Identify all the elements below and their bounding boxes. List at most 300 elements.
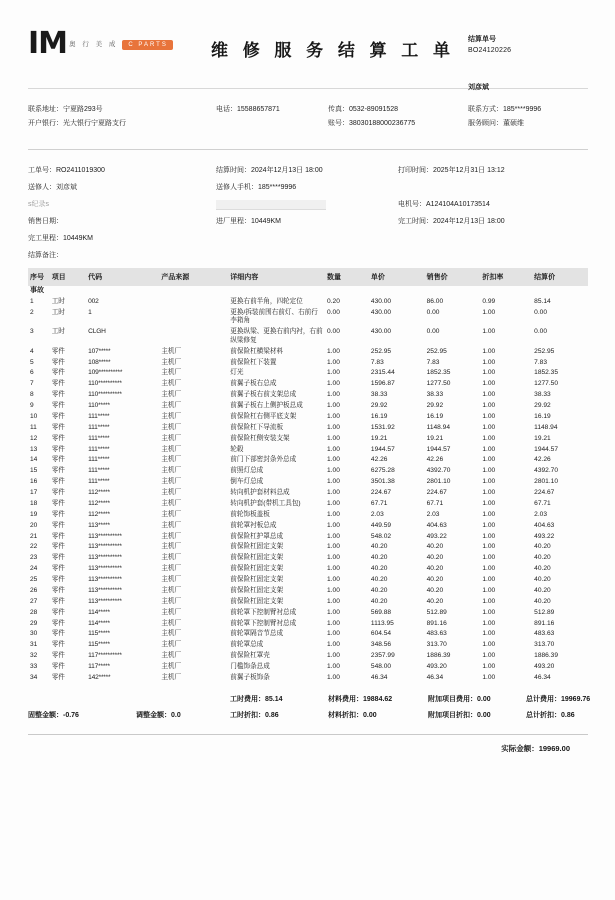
row-qty: 0.00 <box>327 328 340 336</box>
row-settlement: 1277.50 <box>534 380 559 388</box>
settle-time-label: 结算时间 <box>216 167 244 174</box>
table-row <box>28 499 588 510</box>
settle-note-field: 结算备注： <box>28 252 63 259</box>
row-qty: 1.00 <box>327 554 340 562</box>
row-discount: 0.99 <box>482 298 496 306</box>
row-source: 主机厂 <box>161 391 182 399</box>
row-discount: 1.00 <box>482 663 496 671</box>
labor-fee-field: 工时费用：85.14 <box>230 695 283 703</box>
row-code: 002 <box>88 298 99 306</box>
row-sale: 86.00 <box>426 298 444 306</box>
row-item: 零件 <box>51 445 65 453</box>
material-discount-label: 材料折扣 <box>328 711 356 719</box>
row-no: 30 <box>30 630 38 638</box>
table-row <box>28 662 588 673</box>
table-row <box>28 575 588 586</box>
row-item: 零件 <box>51 489 65 497</box>
row-detail: 转向机护套(带机工具包) <box>230 499 301 507</box>
row-no: 17 <box>30 489 38 497</box>
row-sale: 313.70 <box>426 641 447 649</box>
row-item: 零件 <box>51 358 65 366</box>
row-settlement: 252.95 <box>534 347 555 355</box>
row-sale: 40.20 <box>426 586 444 594</box>
row-no: 32 <box>30 652 38 660</box>
row-settlement: 29.92 <box>534 402 551 410</box>
document-header <box>28 26 588 78</box>
grand-discount-field: 总计折扣：0.86 <box>526 711 575 719</box>
row-item: 零件 <box>51 478 65 486</box>
logo-text-block <box>69 30 173 51</box>
row-code: 117***** <box>88 663 110 671</box>
row-price: 67.71 <box>370 499 388 507</box>
table-body <box>28 286 588 684</box>
row-source: 主机厂 <box>161 532 182 540</box>
row-sale: 4392.70 <box>426 467 451 475</box>
row-qty: 1.00 <box>327 402 340 410</box>
row-discount: 1.00 <box>482 347 496 355</box>
row-item: 零件 <box>51 391 65 399</box>
actual-amount-value: 19969.00 <box>538 743 570 753</box>
row-source: 主机厂 <box>161 663 182 671</box>
row-code: 111***** <box>88 434 110 442</box>
row-qty: 1.00 <box>327 391 340 399</box>
material-discount-field: 材料折扣：0.00 <box>328 711 377 719</box>
row-qty: 1.00 <box>327 380 340 388</box>
row-code: 1 <box>88 308 92 316</box>
row-sale: 40.20 <box>426 576 444 584</box>
row-item: 零件 <box>51 467 65 475</box>
row-sale: 1148.94 <box>426 423 450 431</box>
row-no: 28 <box>30 608 38 616</box>
row-price: 38.33 <box>370 391 388 399</box>
row-code: 113********** <box>88 597 122 605</box>
row-item: 零件 <box>51 510 65 518</box>
row-discount: 1.00 <box>482 328 496 336</box>
row-no: 19 <box>30 510 38 518</box>
row-source: 主机厂 <box>161 499 182 507</box>
row-discount: 1.00 <box>482 510 496 518</box>
row-source: 主机厂 <box>161 608 182 616</box>
row-settlement: 40.20 <box>534 597 551 605</box>
row-item: 零件 <box>51 630 65 638</box>
settlement-number-value: BO24120226 <box>468 47 512 54</box>
row-price: 569.88 <box>370 608 392 616</box>
row-detail: 前轮罩总成 <box>230 641 264 649</box>
row-price: 40.20 <box>370 576 388 584</box>
row-sale: 483.63 <box>426 630 447 638</box>
labor-fee-value: 85.14 <box>265 695 283 703</box>
table-row <box>28 466 588 477</box>
row-no: 24 <box>30 565 38 573</box>
row-discount: 1.00 <box>482 576 496 584</box>
row-detail: 更换纵梁、更换右前内衬，右前纵梁修复 <box>230 328 323 344</box>
row-qty: 1.00 <box>327 423 340 431</box>
row-item: 零件 <box>51 521 65 529</box>
row-qty: 0.00 <box>327 308 340 316</box>
row-item: 零件 <box>51 456 65 464</box>
header-divider <box>28 88 588 89</box>
row-qty: 1.00 <box>327 532 340 540</box>
row-qty: 1.00 <box>327 478 340 486</box>
actual-amount-field: 实际金额：19969.00 <box>501 743 570 753</box>
table-row <box>28 297 588 308</box>
row-code: 107***** <box>88 347 111 355</box>
row-price: 430.00 <box>370 308 392 316</box>
row-qty: 1.00 <box>327 467 340 475</box>
row-code: 112***** <box>88 499 110 507</box>
row-discount: 1.00 <box>482 641 496 649</box>
row-source: 主机厂 <box>161 576 182 584</box>
row-code: 111***** <box>88 456 110 464</box>
addon-fee-field: 附加项目费用：0.00 <box>428 695 491 703</box>
row-item: 零件 <box>51 434 65 442</box>
table-row <box>28 629 588 640</box>
row-source <box>159 327 228 346</box>
contact-phone-value: 15588657871 <box>237 106 280 113</box>
table-row <box>28 564 588 575</box>
sender-field: 送修人：刘彦斌 <box>28 184 77 191</box>
row-sale: 67.71 <box>426 499 444 507</box>
row-discount: 1.00 <box>482 358 496 366</box>
row-price: 16.19 <box>370 412 388 420</box>
table-row <box>28 673 588 684</box>
grand-discount-label: 总计折扣 <box>526 711 554 719</box>
row-no: 4 <box>30 347 34 355</box>
contact-address-value: 宁夏路293号 <box>63 106 103 113</box>
actual-amount-label: 实际金额 <box>501 743 532 753</box>
row-source: 主机厂 <box>161 543 182 551</box>
row-qty: 1.00 <box>327 412 340 420</box>
table-row <box>28 597 588 608</box>
row-discount: 1.00 <box>482 619 496 627</box>
sender-phone-label: 送修人手机 <box>216 184 251 191</box>
contact-method: 联系方式：185****9996 <box>468 106 542 113</box>
addon-fee-label: 附加项目费用 <box>428 695 470 703</box>
row-settlement: 46.34 <box>534 673 551 681</box>
finish-mileage-value: 10449KM <box>63 235 93 242</box>
row-code: 110***** <box>88 402 110 410</box>
row-detail: 前轮罩衬板总成 <box>230 521 277 529</box>
row-item: 零件 <box>51 576 65 584</box>
row-code: 113********** <box>88 565 122 573</box>
row-no: 33 <box>30 663 38 671</box>
row-no: 34 <box>30 673 38 681</box>
row-discount: 1.00 <box>482 467 496 475</box>
row-source: 主机厂 <box>161 565 182 573</box>
logo-chinese-text: 奥 行 美 成 <box>69 41 118 48</box>
row-item: 零件 <box>51 369 65 377</box>
line-items-table <box>28 268 588 684</box>
finish-time-field: 完工时间：2024年12月13日 18:00 <box>398 218 505 225</box>
service-advisor-value: 董硕维 <box>503 120 524 127</box>
row-qty: 1.00 <box>327 456 340 464</box>
row-settlement: 493.22 <box>534 532 555 540</box>
row-code: 113********** <box>88 543 122 551</box>
row-code: 109********** <box>88 369 123 377</box>
column-header-sale: 销售价 <box>425 268 481 286</box>
row-price: 40.20 <box>370 597 388 605</box>
row-no: 25 <box>30 576 38 584</box>
adjust-amount-label: 固整金额 <box>28 711 56 719</box>
row-discount: 1.00 <box>482 652 496 660</box>
totals-divider <box>28 734 588 735</box>
row-settlement: 0.00 <box>534 308 548 316</box>
adjust-amount-value: -0.76 <box>63 711 79 719</box>
row-discount: 1.00 <box>482 673 496 681</box>
row-detail: 前保险杠固定支架 <box>230 565 284 573</box>
row-source: 主机厂 <box>161 347 182 355</box>
row-discount: 1.00 <box>482 630 496 638</box>
row-discount: 1.00 <box>482 308 496 316</box>
row-qty: 1.00 <box>327 673 340 681</box>
row-price: 40.20 <box>370 586 388 594</box>
row-qty: 1.00 <box>327 630 340 638</box>
row-price: 40.20 <box>370 543 388 551</box>
row-detail: 前保险杠罩壳 <box>230 652 270 660</box>
addon-fee-value: 0.00 <box>477 695 491 703</box>
row-code: 111***** <box>88 478 110 486</box>
table-row <box>28 357 588 368</box>
row-detail: 前翼子板饰条 <box>230 673 270 681</box>
contact-account-label: 账号 <box>328 120 342 127</box>
row-source: 主机厂 <box>161 641 182 649</box>
table-row <box>28 542 588 553</box>
table-row <box>28 455 588 466</box>
row-discount: 1.00 <box>482 608 496 616</box>
row-code: 113***** <box>88 521 110 529</box>
row-item: 零件 <box>51 554 65 562</box>
table-row <box>28 586 588 597</box>
row-no: 31 <box>30 641 38 649</box>
adjust-amount2-label: 调整金额 <box>136 711 164 719</box>
row-settlement: 19.21 <box>534 434 551 442</box>
row-discount: 1.00 <box>482 565 496 573</box>
row-discount: 1.00 <box>482 489 496 497</box>
row-qty: 1.00 <box>327 652 340 660</box>
row-source: 主机厂 <box>161 380 182 388</box>
row-settlement: 1852.35 <box>534 369 559 377</box>
row-price: 40.20 <box>370 565 388 573</box>
row-source: 主机厂 <box>161 423 182 431</box>
row-sale: 40.20 <box>426 565 444 573</box>
row-qty: 0.20 <box>327 298 340 306</box>
sales-date-label: 销售日期 <box>28 218 56 225</box>
row-code: 111***** <box>88 445 110 453</box>
row-settlement: 16.19 <box>534 412 551 420</box>
row-settlement: 42.26 <box>534 456 551 464</box>
labor-fee-label: 工时费用 <box>230 695 258 703</box>
contact-fax: 传真：0532-89091528 <box>328 106 399 113</box>
row-code: 112***** <box>88 510 110 518</box>
table-row <box>28 618 588 629</box>
settlement-number-label: 结算单号 <box>468 36 496 43</box>
table-header <box>28 268 588 286</box>
row-item: 零件 <box>51 641 65 649</box>
row-discount: 1.00 <box>482 445 496 453</box>
row-sale: 1852.35 <box>426 369 451 377</box>
row-settlement: 67.71 <box>534 499 551 507</box>
table-row <box>28 477 588 488</box>
row-sale: 16.19 <box>426 412 444 420</box>
row-item: 零件 <box>51 412 65 420</box>
row-no: 3 <box>30 328 34 336</box>
row-no: 27 <box>30 597 38 605</box>
row-settlement: 85.14 <box>534 298 551 306</box>
row-discount: 1.00 <box>482 402 496 410</box>
row-qty: 1.00 <box>327 489 340 497</box>
addon-discount-label: 附加项目折扣 <box>428 711 470 719</box>
row-qty: 1.00 <box>327 641 340 649</box>
row-settlement: 313.70 <box>534 641 555 649</box>
row-code: 111***** <box>88 412 110 420</box>
row-sale: 38.33 <box>426 391 444 399</box>
row-detail: 前保险杠固定支架 <box>230 554 284 562</box>
row-discount: 1.00 <box>482 391 496 399</box>
row-item: 零件 <box>51 423 65 431</box>
row-price: 348.56 <box>370 641 392 649</box>
line-items-table-wrapper <box>28 268 588 684</box>
row-price: 430.00 <box>370 328 392 336</box>
contact-bank-value: 光大银行宁夏路支行 <box>63 120 126 127</box>
row-settlement: 0.00 <box>534 328 548 336</box>
row-qty: 1.00 <box>327 576 340 584</box>
row-item: 零件 <box>51 619 65 627</box>
engine-number-field: 电机号：A124104A10173514 <box>398 201 490 208</box>
row-detail: 倒车灯总成 <box>230 478 264 486</box>
row-no: 9 <box>30 402 34 410</box>
row-discount: 1.00 <box>482 380 496 388</box>
row-source: 主机厂 <box>161 597 182 605</box>
row-qty: 1.00 <box>327 445 340 453</box>
contact-fax-value: 0532-89091528 <box>349 106 399 113</box>
grand-fee-field: 总计费用：19969.76 <box>526 695 591 703</box>
contact-phone: 电话：15588657871 <box>216 106 280 113</box>
row-qty: 1.00 <box>327 586 340 594</box>
table-row <box>28 608 588 619</box>
table-row <box>28 553 588 564</box>
row-detail: 前翼子板右上侧护板总成 <box>230 402 303 410</box>
column-header-no: 序号 <box>28 268 50 286</box>
row-source: 主机厂 <box>161 434 182 442</box>
row-price: 2.03 <box>370 510 384 518</box>
table-row <box>28 640 588 651</box>
adjust-amount-field: 固整金额：-0.76 <box>28 711 79 719</box>
table-row <box>28 390 588 401</box>
labor-discount-value: 0.86 <box>265 711 279 719</box>
print-time-value: 2025年12月31日 13:12 <box>433 167 505 174</box>
row-discount: 1.00 <box>482 369 496 377</box>
row-price: 1944.57 <box>370 445 395 453</box>
column-header-price: 单价 <box>369 268 425 286</box>
row-item: 零件 <box>51 402 65 410</box>
row-sale: 40.20 <box>426 543 444 551</box>
row-detail: 前轮罩下控制臂衬总成 <box>230 608 297 616</box>
row-item: 零件 <box>51 597 65 605</box>
row-sale: 46.34 <box>426 673 444 681</box>
row-detail: 更换/拆装前围右前灯、右前行李箱角 <box>230 308 318 325</box>
row-no: 7 <box>30 380 34 388</box>
table-row <box>28 423 588 434</box>
row-no: 13 <box>30 445 38 453</box>
row-detail: 更换右前半角，四轮定位 <box>230 298 303 306</box>
finish-mileage-field: 完工里程：10449KM <box>28 235 93 242</box>
row-no: 2 <box>30 308 34 316</box>
row-item: 零件 <box>51 608 65 616</box>
row-qty: 1.00 <box>327 521 340 529</box>
material-fee-label: 材料费用 <box>328 695 356 703</box>
row-settlement: 1148.94 <box>534 423 558 431</box>
row-detail: 前保险杠侧安装支架 <box>230 434 290 442</box>
contact-account: 账号：38030188000236775 <box>328 120 416 127</box>
settle-time-value: 2024年12月13日 18:00 <box>251 167 323 174</box>
row-discount: 1.00 <box>482 499 496 507</box>
row-code: 111***** <box>88 467 110 475</box>
row-detail: 前轮罩隔音节总成 <box>230 630 284 638</box>
labor-discount-field: 工时折扣：0.86 <box>230 711 279 719</box>
row-qty: 1.00 <box>327 499 340 507</box>
row-sale: 40.20 <box>426 554 444 562</box>
row-no: 8 <box>30 391 34 399</box>
contact-divider <box>28 149 588 150</box>
row-code: CLGH <box>88 328 106 336</box>
row-settlement: 40.20 <box>534 586 551 594</box>
logo-parts-badge: C PARTS <box>122 40 172 50</box>
row-settlement: 2801.10 <box>534 478 559 486</box>
row-code: 113********** <box>88 532 122 540</box>
row-settlement: 1886.39 <box>534 652 559 660</box>
row-item: 零件 <box>51 347 65 355</box>
contact-info-section <box>28 84 588 143</box>
row-qty: 1.00 <box>327 369 340 377</box>
table-group-row <box>28 286 588 297</box>
table-row <box>28 510 588 521</box>
row-source: 主机厂 <box>161 456 182 464</box>
row-price: 1596.87 <box>370 380 395 388</box>
column-header-discount: 折扣率 <box>480 268 532 286</box>
table-row <box>28 327 588 346</box>
row-item: 零件 <box>51 652 65 660</box>
row-settlement: 493.20 <box>534 663 555 671</box>
row-settlement: 404.63 <box>534 521 555 529</box>
row-sale: 1277.50 <box>426 380 451 388</box>
table-row <box>28 401 588 412</box>
adjust-amount2-field: 调整金额：0.0 <box>136 711 181 719</box>
company-logo <box>28 26 188 61</box>
row-code: 117********** <box>88 652 122 660</box>
contact-method-label: 联系方式 <box>468 106 496 113</box>
row-settlement: 483.63 <box>534 630 555 638</box>
row-no: 16 <box>30 478 38 486</box>
totals-section <box>28 692 591 728</box>
table-row <box>28 347 588 358</box>
row-settlement: 40.20 <box>534 565 551 573</box>
sender-phone-field: 送修人手机：185****9996 <box>216 184 297 191</box>
row-discount: 1.00 <box>482 478 496 486</box>
table-row <box>28 531 588 542</box>
row-detail: 前保险杠固定支架 <box>230 543 284 551</box>
row-qty: 1.00 <box>327 543 340 551</box>
row-sale: 404.63 <box>426 521 447 529</box>
row-sale: 40.20 <box>426 597 444 605</box>
print-time-label: 打印时间 <box>398 167 426 174</box>
row-source: 主机厂 <box>161 630 182 638</box>
row-detail: 前保险杠固定支架 <box>230 586 284 594</box>
row-source: 主机厂 <box>161 586 182 594</box>
grand-fee-label: 总计费用 <box>526 695 554 703</box>
addon-discount-field: 附加项目折扣：0.00 <box>428 711 491 719</box>
row-no: 6 <box>30 369 34 377</box>
column-header-qty: 数量 <box>325 268 369 286</box>
